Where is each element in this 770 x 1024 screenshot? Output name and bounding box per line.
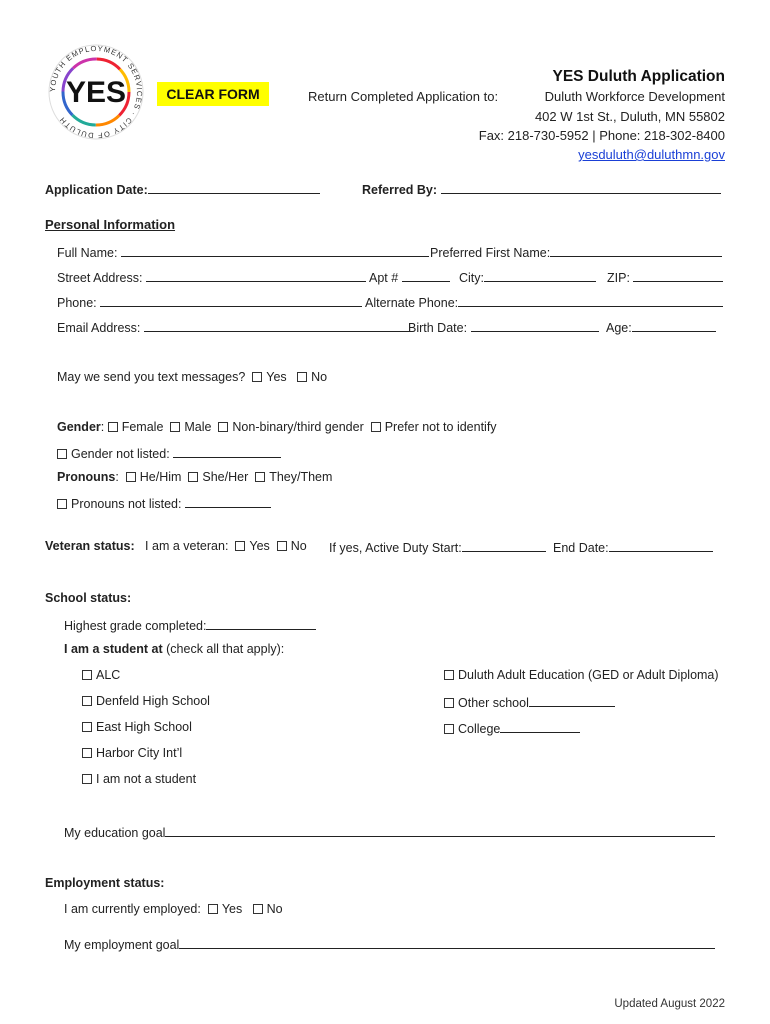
- svg-text:YES: YES: [65, 76, 127, 109]
- employed-no-checkbox[interactable]: No: [253, 902, 283, 916]
- birth-date-field[interactable]: [408, 319, 599, 335]
- org-address: 402 W 1st St., Duluth, MN 55802: [534, 109, 725, 124]
- employment-goal-label: My employment goal: [64, 938, 180, 952]
- end-date-field[interactable]: [553, 539, 713, 555]
- pronoun-she-checkbox[interactable]: She/Her: [188, 470, 248, 484]
- end-date-label: End Date:: [553, 541, 609, 555]
- text-messages-question: May we send you text messages?: [57, 370, 246, 384]
- yes-logo: [46, 42, 146, 142]
- school-east-checkbox[interactable]: East High School: [82, 720, 192, 734]
- application-date-field[interactable]: [45, 181, 320, 197]
- gender-row: Gender: Female Male Non-binary/third gender Prefer not to identify: [57, 420, 497, 434]
- org-name: Duluth Workforce Development: [544, 89, 725, 104]
- employment-goal-field[interactable]: [64, 936, 715, 952]
- gender-not-listed-field[interactable]: [57, 445, 281, 461]
- application-date-label: Application Date:: [45, 183, 148, 197]
- veteran-row: [45, 539, 307, 553]
- clear-form-button[interactable]: CLEAR FORM: [157, 82, 269, 106]
- city-field[interactable]: [459, 269, 596, 285]
- text-messages-row: [57, 370, 327, 384]
- email-field[interactable]: [57, 319, 411, 335]
- veteran-question: I am a veteran:: [145, 539, 229, 553]
- org-email-link[interactable]: yesduluth@duluthmn.gov: [578, 147, 725, 162]
- school-adult-ed-checkbox[interactable]: Duluth Adult Education (GED or Adult Diploma): [444, 668, 719, 682]
- age-field[interactable]: [606, 319, 716, 335]
- referred-by-field[interactable]: [362, 181, 721, 197]
- form-title: YES Duluth Application: [552, 68, 725, 85]
- personal-info-heading: Personal Information: [45, 217, 176, 232]
- highest-grade-label: Highest grade completed:: [64, 619, 207, 633]
- not-student-checkbox[interactable]: I am not a student: [82, 772, 196, 786]
- phone-label: Phone:: [57, 296, 97, 310]
- return-label: Return Completed Application to:: [308, 89, 499, 104]
- alt-phone-label: Alternate Phone:: [365, 296, 459, 310]
- zip-label: ZIP:: [607, 271, 630, 285]
- education-goal-label: My education goal: [64, 826, 166, 840]
- school-college-field[interactable]: College: [444, 720, 580, 736]
- referred-by-label: Referred By:: [362, 183, 438, 197]
- veteran-no-checkbox[interactable]: No: [277, 539, 307, 553]
- pronouns-label: Pronouns: [57, 470, 116, 484]
- pronoun-they-checkbox[interactable]: They/Them: [255, 470, 332, 484]
- alt-phone-field[interactable]: [365, 294, 723, 310]
- street-address-field[interactable]: [57, 269, 366, 285]
- apt-field[interactable]: [369, 269, 450, 285]
- employed-question: I am currently employed:: [64, 902, 201, 916]
- school-harbor-checkbox[interactable]: Harbor City Int’l: [82, 746, 182, 760]
- full-name-label: Full Name:: [57, 246, 118, 260]
- updated-date: Updated August 2022: [614, 998, 725, 1010]
- gender-label: Gender: [57, 420, 101, 434]
- apt-label: Apt #: [369, 271, 399, 285]
- employed-yes-checkbox[interactable]: Yes: [208, 902, 242, 916]
- active-duty-label: If yes, Active Duty Start:: [329, 541, 462, 555]
- email-label: Email Address:: [57, 321, 141, 335]
- birth-label: Birth Date:: [408, 321, 468, 335]
- pronoun-he-checkbox[interactable]: He/Him: [126, 470, 182, 484]
- street-label: Street Address:: [57, 271, 143, 285]
- gender-prefer-not-checkbox[interactable]: Prefer not to identify: [371, 420, 497, 434]
- svg-text:YOUTH EMPLOYMENT SERVICES · CI: YOUTH EMPLOYMENT SERVICES · CITY OF DULUTH: [47, 43, 145, 141]
- gender-male-checkbox[interactable]: Male: [170, 420, 211, 434]
- veteran-label: Veteran status:: [45, 539, 135, 553]
- education-goal-field[interactable]: [64, 824, 715, 840]
- gender-not-listed-label: Gender not listed:: [71, 447, 170, 461]
- text-yes-checkbox[interactable]: Yes: [252, 370, 286, 384]
- school-other-field[interactable]: Other school: [444, 694, 615, 710]
- age-label: Age:: [606, 321, 632, 335]
- school-alc-checkbox[interactable]: ALC: [82, 668, 120, 682]
- full-name-field[interactable]: [57, 244, 429, 260]
- employment-status-label: Employment status:: [45, 876, 165, 890]
- student-at-label: I am a student at (check all that apply):: [64, 642, 285, 656]
- text-no-checkbox[interactable]: No: [297, 370, 327, 384]
- preferred-name-field[interactable]: [430, 244, 722, 260]
- preferred-name-label: Preferred First Name:: [430, 246, 551, 260]
- pronouns-not-listed-label: Pronouns not listed:: [71, 497, 182, 511]
- zip-field[interactable]: [607, 269, 723, 285]
- city-label: City:: [459, 271, 484, 285]
- active-duty-start-field[interactable]: [329, 539, 546, 555]
- veteran-yes-checkbox[interactable]: Yes: [235, 539, 269, 553]
- yes-logo-icon: [46, 42, 146, 142]
- employed-row: [64, 902, 283, 916]
- school-status-label: School status:: [45, 591, 132, 605]
- gender-nonbinary-checkbox[interactable]: Non-binary/third gender: [218, 420, 363, 434]
- org-contact: Fax: 218-730-5952 | Phone: 218-302-8400: [478, 128, 725, 143]
- phone-field[interactable]: [57, 294, 362, 310]
- school-denfeld-checkbox[interactable]: Denfeld High School: [82, 694, 210, 708]
- pronouns-not-listed-field[interactable]: [57, 495, 271, 511]
- pronouns-row: Pronouns: He/Him She/Her They/Them: [57, 470, 333, 484]
- highest-grade-field[interactable]: [64, 617, 316, 633]
- gender-female-checkbox[interactable]: Female: [108, 420, 164, 434]
